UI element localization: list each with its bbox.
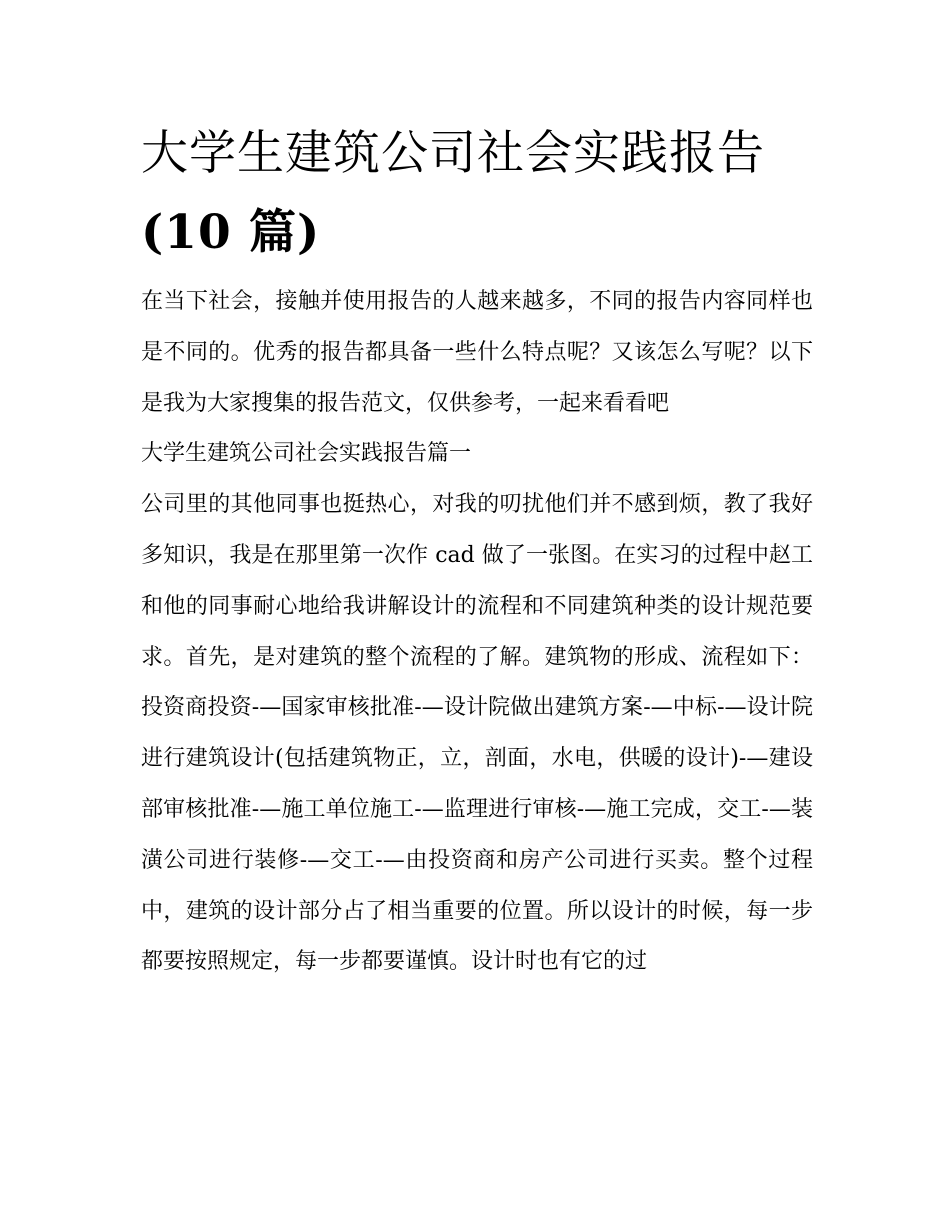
intro-paragraph: 在当下社会，接触并使用报告的人越来越多，不同的报告内容同样也是不同的。优秀的报告都具备一些什么特点呢？又该怎么写呢？以下是我为大家搜集的报告范文，仅供参考，一起来看看吧: [141, 289, 813, 416]
title-count: (10 篇): [141, 205, 321, 260]
document-body: [141, 277, 813, 988]
section-paragraph: 公司里的其他同事也挺热心，对我的叨扰他们并不感到烦，教了我好多知识，我是在那里第一次作 cad 做了一张图。在实习的过程中赵工和他的同事耐心地给我讲解设计的流程和不同建筑种类的设计规范要求。首先，是对建筑的整个流程的了解。建筑物的形成、流程如下：投资商投资-—国家审核批准-—设计院做出建筑方案-—中标-—设计院进行建筑设计(包括建筑物正，立，剖面，水电，供暖的设计)-—建设部审核批准-—施工单位施工-—监理进行审核-—施工完成，交工-—装潢公司进行装修-—交工-—由投资商和房产公司进行买卖。整个过程中，建筑的设计部分占了相当重要的位置。所以设计的时候，每一步都要按照规定，每一步都要谨慎。设计时也有它的过: [141, 492, 813, 975]
document-title: [141, 114, 821, 272]
title-main: 大学生建筑公司社会实践报告: [141, 126, 765, 181]
section-heading: 大学生建筑公司社会实践报告篇一: [141, 441, 472, 467]
